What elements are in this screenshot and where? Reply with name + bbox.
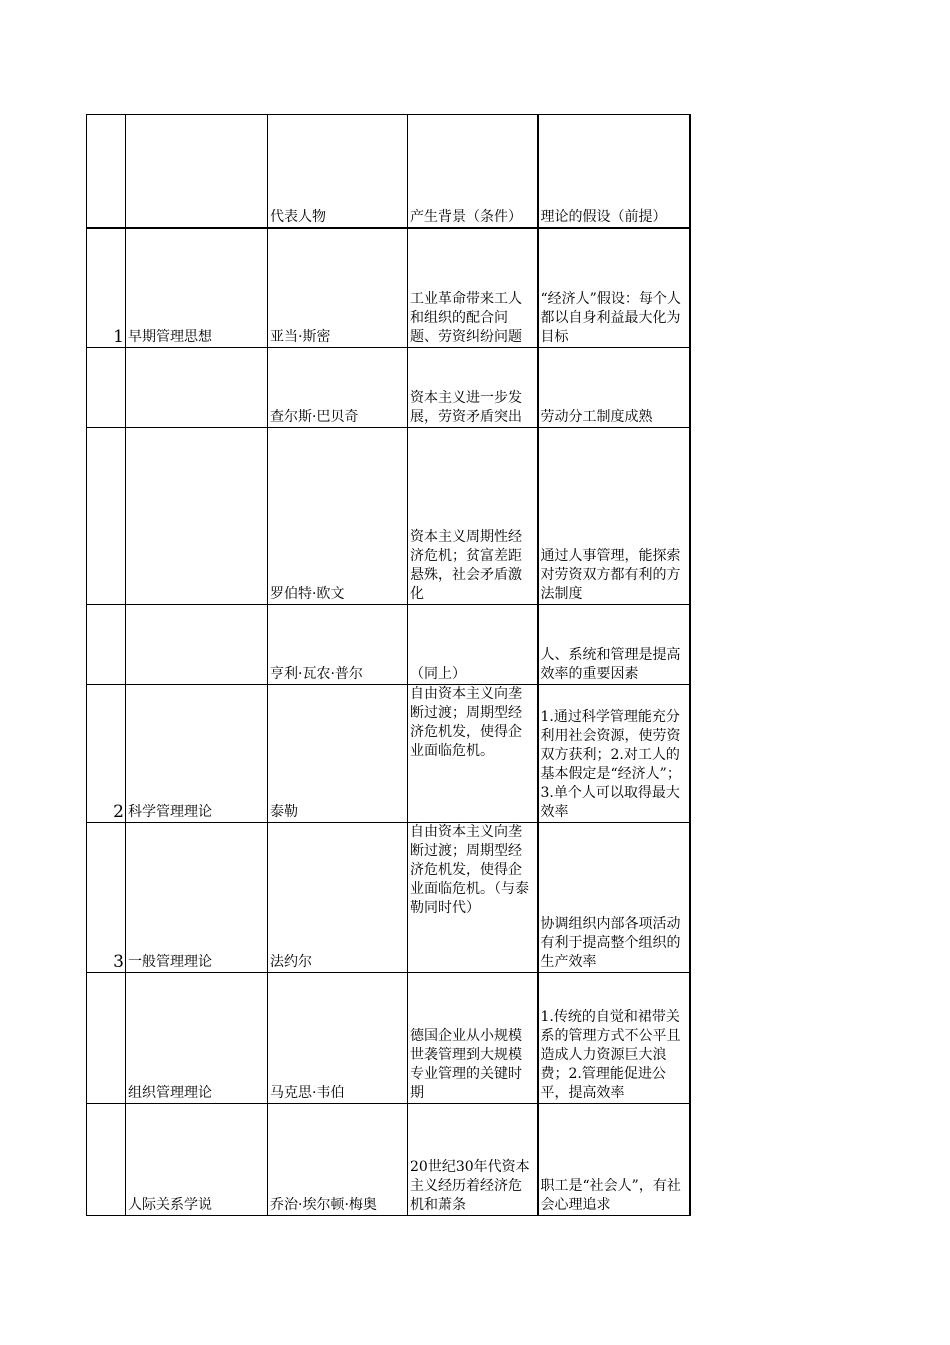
cell-num[interactable] <box>87 973 126 1104</box>
header-cell-background[interactable]: 产生背景（条件） <box>408 115 538 228</box>
cell-person[interactable]: 亨利·瓦农·普尔 <box>268 605 408 685</box>
table-row <box>87 823 690 973</box>
header-cell-assumption[interactable]: 理论的假设（前提） <box>538 115 690 228</box>
cell-assumption[interactable]: 人、系统和管理是提高效率的重要因素 <box>538 605 690 685</box>
header-cell-num[interactable] <box>87 115 126 228</box>
table-row <box>87 348 690 428</box>
cell-num[interactable]: 1 <box>87 228 126 348</box>
table-row <box>87 973 690 1104</box>
table-row <box>87 228 690 348</box>
cell-background[interactable]: 20世纪30年代资本主义经历着经济危机和萧条 <box>408 1104 538 1216</box>
cell-person[interactable]: 马克思·韦伯 <box>268 973 408 1104</box>
cell-background[interactable]: 工业革命带来工人和组织的配合问题、劳资纠纷问题 <box>408 228 538 348</box>
cell-person[interactable]: 法约尔 <box>268 823 408 973</box>
cell-background[interactable]: 自由资本主义向垄断过渡；周期型经济危机发，使得企业面临危机。（与泰勒同时代） <box>408 823 538 973</box>
table-row <box>87 685 690 823</box>
cell-background[interactable]: 德国企业从小规模世袭管理到大规模专业管理的关键时期 <box>408 973 538 1104</box>
cell-theory[interactable] <box>126 428 268 605</box>
cell-assumption[interactable]: 1.传统的自觉和裙带关系的管理方式不公平且造成人力资源巨大浪费；2.管理能促进公平，提高效率 <box>538 973 690 1104</box>
cell-assumption[interactable]: “经济人”假设：每个人都以自身利益最大化为目标 <box>538 228 690 348</box>
cell-theory[interactable]: 科学管理理论 <box>126 685 268 823</box>
cell-theory[interactable]: 早期管理思想 <box>126 228 268 348</box>
cell-person[interactable]: 乔治·埃尔顿·梅奥 <box>268 1104 408 1216</box>
cell-assumption[interactable]: 劳动分工制度成熟 <box>538 348 690 428</box>
header-cell-person[interactable]: 代表人物 <box>268 115 408 228</box>
cell-theory[interactable] <box>126 348 268 428</box>
cell-num[interactable]: 3 <box>87 823 126 973</box>
cell-assumption[interactable]: 职工是“社会人”，有社会心理追求 <box>538 1104 690 1216</box>
cell-theory[interactable]: 组织管理理论 <box>126 973 268 1104</box>
cell-assumption[interactable]: 1.通过科学管理能充分利用社会资源，使劳资双方获利；2.对工人的基本假定是“经济人”；3.单个人可以取得最大效率 <box>538 685 690 823</box>
cell-num[interactable] <box>87 428 126 605</box>
cell-assumption[interactable]: 通过人事管理，能探索对劳资双方都有利的方法制度 <box>538 428 690 605</box>
cell-background[interactable]: 自由资本主义向垄断过渡；周期型经济危机发，使得企业面临危机。 <box>408 685 538 823</box>
cell-person[interactable]: 亚当·斯密 <box>268 228 408 348</box>
theory-table <box>86 114 691 1216</box>
cell-num[interactable]: 2 <box>87 685 126 823</box>
cell-person[interactable]: 罗伯特·欧文 <box>268 428 408 605</box>
cell-theory[interactable]: 人际关系学说 <box>126 1104 268 1216</box>
cell-assumption[interactable]: 协调组织内部各项活动有利于提高整个组织的生产效率 <box>538 823 690 973</box>
cell-theory[interactable]: 一般管理理论 <box>126 823 268 973</box>
cell-num[interactable] <box>87 348 126 428</box>
header-row <box>87 115 690 228</box>
header-cell-theory[interactable] <box>126 115 268 228</box>
table-row <box>87 428 690 605</box>
cell-background[interactable]: 资本主义周期性经济危机；贫富差距悬殊，社会矛盾激化 <box>408 428 538 605</box>
cell-background[interactable]: （同上） <box>408 605 538 685</box>
table-row <box>87 605 690 685</box>
cell-background[interactable]: 资本主义进一步发展，劳资矛盾突出 <box>408 348 538 428</box>
cell-num[interactable] <box>87 1104 126 1216</box>
cell-theory[interactable] <box>126 605 268 685</box>
cell-num[interactable] <box>87 605 126 685</box>
table-row <box>87 1104 690 1216</box>
cell-person[interactable]: 泰勒 <box>268 685 408 823</box>
cell-person[interactable]: 查尔斯·巴贝奇 <box>268 348 408 428</box>
